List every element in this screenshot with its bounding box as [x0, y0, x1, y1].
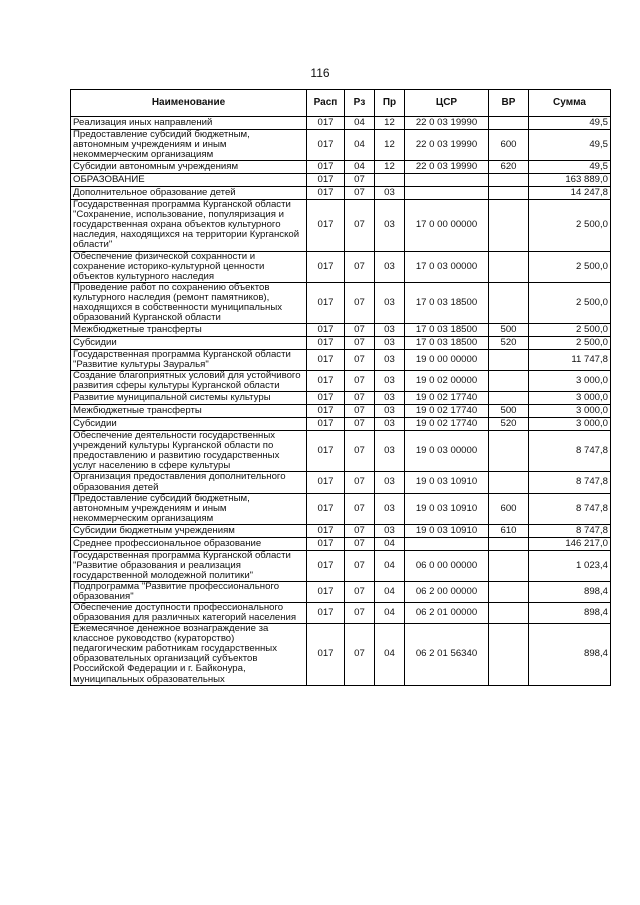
- cell-rz: 07: [345, 472, 375, 493]
- cell-name: Субсидии автономным учреждениям: [71, 161, 307, 174]
- cell-vr: [489, 251, 529, 282]
- cell-rasp: 017: [307, 550, 345, 581]
- cell-pr: 03: [375, 200, 405, 251]
- table-row: [71, 418, 611, 431]
- cell-rz: 04: [345, 130, 375, 161]
- cell-name: Организация предоставления дополнительного образования детей: [71, 472, 307, 493]
- cell-pr: 03: [375, 349, 405, 370]
- header-rz: Рз: [345, 90, 375, 117]
- cell-pr: 03: [375, 251, 405, 282]
- cell-csr: 19 0 02 17740: [405, 392, 489, 405]
- cell-sum: 146 217,0: [529, 537, 611, 550]
- cell-rz: 07: [345, 336, 375, 349]
- cell-csr: 17 0 03 18500: [405, 282, 489, 323]
- cell-name: Субсидии: [71, 418, 307, 431]
- cell-csr: 19 0 03 00000: [405, 431, 489, 472]
- cell-sum: 8 747,8: [529, 472, 611, 493]
- cell-csr: 19 0 02 00000: [405, 371, 489, 392]
- cell-vr: [489, 174, 529, 187]
- cell-sum: 1 023,4: [529, 550, 611, 581]
- cell-name: Ежемесячное денежное вознаграждение за классное руководство (кураторство) педагогическим работникам государственных образовательных организаций субъектов Российской Федерации и г. Байконура, муниципальных образовательных: [71, 624, 307, 685]
- cell-vr: 520: [489, 418, 529, 431]
- cell-sum: 2 500,0: [529, 282, 611, 323]
- header-name: Наименование: [71, 90, 307, 117]
- cell-rasp: 017: [307, 405, 345, 418]
- cell-rasp: 017: [307, 187, 345, 200]
- cell-pr: 03: [375, 418, 405, 431]
- table-row: [71, 349, 611, 370]
- cell-rasp: 017: [307, 603, 345, 624]
- cell-rz: 07: [345, 581, 375, 602]
- table-row: [71, 174, 611, 187]
- cell-name: Государственная программа Курганской области "Развитие образования и реализация государственной молодежной политики": [71, 550, 307, 581]
- table-row: [71, 581, 611, 602]
- cell-pr: 04: [375, 550, 405, 581]
- table-row: [71, 405, 611, 418]
- table-row: [71, 524, 611, 537]
- cell-sum: 2 500,0: [529, 336, 611, 349]
- cell-rasp: 017: [307, 130, 345, 161]
- cell-name: Создание благоприятных условий для устойчивого развития сферы культуры Курганской области: [71, 371, 307, 392]
- cell-vr: [489, 624, 529, 685]
- header-csr: ЦСР: [405, 90, 489, 117]
- cell-rasp: 017: [307, 251, 345, 282]
- cell-pr: 03: [375, 472, 405, 493]
- header-pr: Пр: [375, 90, 405, 117]
- cell-rz: 07: [345, 371, 375, 392]
- table-row: [71, 161, 611, 174]
- cell-sum: 3 000,0: [529, 371, 611, 392]
- cell-rz: 07: [345, 550, 375, 581]
- cell-name: Межбюджетные трансферты: [71, 405, 307, 418]
- cell-rz: 07: [345, 418, 375, 431]
- cell-name: Государственная программа Курганской области "Развитие культуры Зауралья": [71, 349, 307, 370]
- cell-csr: 06 0 00 00000: [405, 550, 489, 581]
- table-body: [71, 117, 611, 686]
- cell-rz: 07: [345, 392, 375, 405]
- cell-name: Субсидии: [71, 336, 307, 349]
- header-sum: Сумма: [529, 90, 611, 117]
- cell-csr: 17 0 03 18500: [405, 323, 489, 336]
- cell-pr: 03: [375, 282, 405, 323]
- cell-sum: 8 747,8: [529, 431, 611, 472]
- cell-csr: 22 0 03 19990: [405, 161, 489, 174]
- cell-pr: 04: [375, 537, 405, 550]
- cell-csr: [405, 187, 489, 200]
- table-row: [71, 624, 611, 685]
- cell-sum: 14 247,8: [529, 187, 611, 200]
- cell-name: Проведение работ по сохранению объектов культурного наследия (ремонт памятников), находящихся в собственности муниципальных образований Курганской области: [71, 282, 307, 323]
- cell-rz: 07: [345, 603, 375, 624]
- cell-vr: [489, 537, 529, 550]
- cell-pr: 12: [375, 130, 405, 161]
- cell-name: Обеспечение физической сохранности и сохранение историко-культурной ценности объектов культурного наследия: [71, 251, 307, 282]
- table-row: [71, 603, 611, 624]
- cell-rasp: 017: [307, 371, 345, 392]
- cell-sum: 49,5: [529, 161, 611, 174]
- cell-pr: [375, 174, 405, 187]
- cell-rz: 07: [345, 349, 375, 370]
- cell-rasp: 017: [307, 524, 345, 537]
- cell-name: Субсидии бюджетным учреждениям: [71, 524, 307, 537]
- cell-rasp: 017: [307, 624, 345, 685]
- cell-rz: 07: [345, 537, 375, 550]
- cell-pr: 04: [375, 624, 405, 685]
- cell-vr: [489, 472, 529, 493]
- cell-rasp: 017: [307, 323, 345, 336]
- cell-rz: 07: [345, 174, 375, 187]
- cell-vr: [489, 282, 529, 323]
- cell-vr: [489, 550, 529, 581]
- cell-csr: 17 0 00 00000: [405, 200, 489, 251]
- table-header-row: [71, 90, 611, 117]
- cell-rz: 07: [345, 282, 375, 323]
- cell-name: Предоставление субсидий бюджетным, автономным учреждениям и иным некоммерческим организациям: [71, 493, 307, 524]
- cell-pr: 04: [375, 581, 405, 602]
- cell-rasp: 017: [307, 200, 345, 251]
- cell-csr: 06 2 01 56340: [405, 624, 489, 685]
- cell-vr: [489, 117, 529, 130]
- cell-vr: 600: [489, 130, 529, 161]
- cell-sum: 3 000,0: [529, 418, 611, 431]
- cell-sum: 898,4: [529, 624, 611, 685]
- cell-pr: 03: [375, 323, 405, 336]
- header-rasp: Расп: [307, 90, 345, 117]
- header-vr: ВР: [489, 90, 529, 117]
- cell-rz: 07: [345, 200, 375, 251]
- cell-name: ОБРАЗОВАНИЕ: [71, 174, 307, 187]
- cell-name: Межбюджетные трансферты: [71, 323, 307, 336]
- cell-sum: 2 500,0: [529, 323, 611, 336]
- cell-sum: 2 500,0: [529, 251, 611, 282]
- table-row: [71, 431, 611, 472]
- cell-name: Предоставление субсидий бюджетным, автономным учреждениям и иным некоммерческим организациям: [71, 130, 307, 161]
- cell-pr: 03: [375, 431, 405, 472]
- cell-vr: [489, 392, 529, 405]
- cell-csr: 06 2 00 00000: [405, 581, 489, 602]
- cell-vr: 500: [489, 405, 529, 418]
- cell-rz: 07: [345, 405, 375, 418]
- cell-name: Обеспечение деятельности государственных учреждений культуры Курганской области по предоставлению и развитию государственных услуг населению в сфере культуры: [71, 431, 307, 472]
- cell-rasp: 017: [307, 117, 345, 130]
- budget-table: [70, 89, 611, 686]
- cell-csr: 17 0 03 18500: [405, 336, 489, 349]
- table-row: [71, 537, 611, 550]
- table-row: [71, 493, 611, 524]
- cell-vr: 600: [489, 493, 529, 524]
- cell-rasp: 017: [307, 349, 345, 370]
- cell-sum: 8 747,8: [529, 493, 611, 524]
- cell-pr: 03: [375, 524, 405, 537]
- cell-csr: 19 0 03 10910: [405, 493, 489, 524]
- cell-rasp: 017: [307, 174, 345, 187]
- cell-vr: [489, 349, 529, 370]
- cell-vr: [489, 371, 529, 392]
- cell-rasp: 017: [307, 472, 345, 493]
- cell-csr: 19 0 00 00000: [405, 349, 489, 370]
- cell-sum: 3 000,0: [529, 405, 611, 418]
- cell-vr: [489, 187, 529, 200]
- cell-sum: 3 000,0: [529, 392, 611, 405]
- cell-name: Среднее профессиональное образование: [71, 537, 307, 550]
- cell-name: Развитие муниципальной системы культуры: [71, 392, 307, 405]
- cell-name: Государственная программа Курганской области "Сохранение, использование, популяризация и государственная охрана объектов культурного наследия, находящихся на территории Курганской области": [71, 200, 307, 251]
- cell-rasp: 017: [307, 581, 345, 602]
- cell-rz: 07: [345, 493, 375, 524]
- table-row: [71, 392, 611, 405]
- cell-rasp: 017: [307, 537, 345, 550]
- cell-csr: 19 0 03 10910: [405, 472, 489, 493]
- cell-csr: 19 0 03 10910: [405, 524, 489, 537]
- cell-pr: 03: [375, 187, 405, 200]
- cell-csr: 22 0 03 19990: [405, 117, 489, 130]
- cell-sum: 11 747,8: [529, 349, 611, 370]
- cell-csr: [405, 174, 489, 187]
- table-row: [71, 472, 611, 493]
- table-row: [71, 200, 611, 251]
- table-row: [71, 323, 611, 336]
- table-row: [71, 251, 611, 282]
- cell-rz: 07: [345, 323, 375, 336]
- cell-csr: 19 0 02 17740: [405, 405, 489, 418]
- cell-rz: 07: [345, 524, 375, 537]
- cell-pr: 04: [375, 603, 405, 624]
- cell-sum: 163 889,0: [529, 174, 611, 187]
- cell-csr: [405, 537, 489, 550]
- cell-rasp: 017: [307, 418, 345, 431]
- table-row: [71, 117, 611, 130]
- cell-rz: 07: [345, 187, 375, 200]
- cell-csr: 19 0 02 17740: [405, 418, 489, 431]
- cell-csr: 22 0 03 19990: [405, 130, 489, 161]
- table-row: [71, 130, 611, 161]
- cell-vr: [489, 603, 529, 624]
- cell-sum: 49,5: [529, 130, 611, 161]
- cell-name: Подпрограмма "Развитие профессионального образования": [71, 581, 307, 602]
- cell-pr: 03: [375, 493, 405, 524]
- cell-sum: 49,5: [529, 117, 611, 130]
- cell-vr: 500: [489, 323, 529, 336]
- cell-sum: 898,4: [529, 603, 611, 624]
- cell-pr: 12: [375, 117, 405, 130]
- cell-pr: 03: [375, 336, 405, 349]
- cell-vr: 520: [489, 336, 529, 349]
- cell-rz: 04: [345, 161, 375, 174]
- cell-pr: 03: [375, 392, 405, 405]
- cell-csr: 17 0 03 00000: [405, 251, 489, 282]
- cell-rz: 04: [345, 117, 375, 130]
- cell-pr: 12: [375, 161, 405, 174]
- table-row: [71, 282, 611, 323]
- cell-rasp: 017: [307, 431, 345, 472]
- cell-rz: 07: [345, 251, 375, 282]
- cell-rasp: 017: [307, 493, 345, 524]
- cell-sum: 8 747,8: [529, 524, 611, 537]
- cell-rasp: 017: [307, 282, 345, 323]
- cell-rasp: 017: [307, 161, 345, 174]
- cell-rasp: 017: [307, 392, 345, 405]
- cell-rasp: 017: [307, 336, 345, 349]
- table-row: [71, 371, 611, 392]
- cell-name: Реализация иных направлений: [71, 117, 307, 130]
- cell-vr: 610: [489, 524, 529, 537]
- cell-csr: 06 2 01 00000: [405, 603, 489, 624]
- cell-rz: 07: [345, 624, 375, 685]
- cell-pr: 03: [375, 371, 405, 392]
- cell-name: Дополнительное образование детей: [71, 187, 307, 200]
- page-number: 116: [310, 66, 330, 80]
- cell-sum: 2 500,0: [529, 200, 611, 251]
- table-row: [71, 550, 611, 581]
- table-row: [71, 187, 611, 200]
- cell-sum: 898,4: [529, 581, 611, 602]
- cell-rz: 07: [345, 431, 375, 472]
- cell-vr: [489, 200, 529, 251]
- cell-name: Обеспечение доступности профессионального образования для различных категорий населения: [71, 603, 307, 624]
- cell-vr: 620: [489, 161, 529, 174]
- cell-pr: 03: [375, 405, 405, 418]
- cell-vr: [489, 581, 529, 602]
- table-row: [71, 336, 611, 349]
- cell-vr: [489, 431, 529, 472]
